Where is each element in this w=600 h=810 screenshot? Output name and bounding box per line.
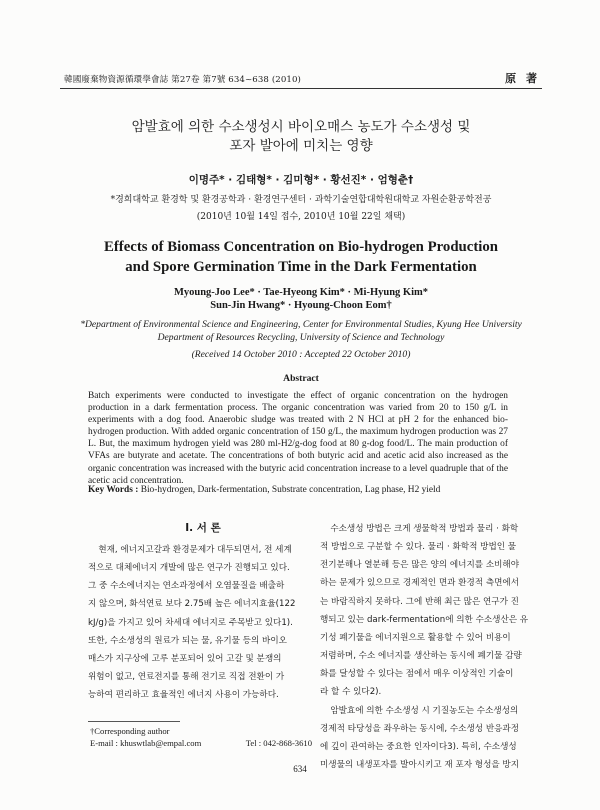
body-text-line: 위험이 없고, 연료전지를 통해 전기로 직접 전환이 가 (88, 672, 285, 683)
body-text-line: 능하여 편리하고 효율적인 에너지 사용이 가능하다. (88, 690, 279, 701)
body-text-line: 전기분해나 열분해 등은 많은 양의 에너지를 소비해야 (320, 560, 520, 571)
article-type-label: 原 著 (505, 72, 540, 85)
body-text-line: 경제적 타당성을 좌우하는 동시에, 수소생성 반응과정 (320, 723, 520, 734)
abstract-body: Batch experiments were conducted to investigate the effect of organic concentration on the hydrogen production in a dark fermentation process. The organic concentration was varied from 20 to 150 g/L in experiments with a dog food. Anaerobic sludge was treated with 2 N HCl at pH 2 for the enhanced bio-hydrogen production. With added organic concentration of 150 g/L, the maximum hydrogen production was 27 L. But, the maximum hydrogen yield was 280 ml-H2/g-dog food at 80 g-dog food/L. The main production of VFAs are butyrate and acetate. The concentrations of both butyric acid and acetic acid also increased as the organic concentration was increased with the butyric acid concentration increase to a level quadruple that of the acetic acid concentration. (88, 391, 508, 486)
english-affiliation-line: *Department of Environmental Science and Engineering, Center for Environmental Studies, Kyung Hee University (80, 319, 522, 330)
body-text-line: 행되고 있는 dark-fermentation에 의한 수소생산은 유 (320, 614, 529, 625)
body-column-right (320, 520, 550, 774)
body-text-line: 암발효에 의한 수소생성 시 기질농도는 수소생성의 (330, 705, 519, 716)
body-text-line: kJ/g)을 가지고 있어 차세대 에너지로 주목받고 있다1). (88, 617, 293, 628)
section-heading-introduction: I. 서 론 (185, 522, 221, 534)
english-affiliation-line: Department of Resources Recycling, University of Science and Technology (157, 332, 445, 343)
english-authors-line: Myoung-Joo Lee* · Tae-Hyeong Kim* · Mi-Hyung Kim* (173, 287, 429, 298)
korean-received-date: (2010년 10월 14일 접수, 2010년 10월 22일 채택) (196, 212, 406, 222)
body-column-left (88, 541, 318, 704)
footnote (90, 725, 318, 749)
body-text-line: 현재, 에너지고갈과 환경문제가 대두되면서, 전 세계 (98, 545, 292, 555)
body-text-line: 라 할 수 있다2). (320, 687, 382, 698)
body-text-line: 미생물의 내생포자를 발아시키고 재 포자 형성을 방지 (320, 760, 520, 771)
journal-citation: 韓國廢棄物資源循環學會誌 第27卷 第7號 634~638 (2010) (64, 75, 302, 85)
keywords (88, 485, 540, 495)
body-text-line: 그 중 수소에너지는 연소과정에서 오염물질을 배출하 (88, 581, 285, 592)
corresponding-phone: Tel : 042-868-3610 (245, 738, 312, 748)
korean-title-line: 암발효에 의한 수소생성시 바이오매스 농도가 수소생성 및 (131, 119, 471, 135)
footnote-rule (88, 721, 180, 722)
body-text-line: 매스가 지구상에 고루 분포되어 있어 고갈 및 분쟁의 (88, 653, 282, 664)
body-text-line: 수소생성 방법은 크게 생물학적 방법과 물리 · 화학 (330, 524, 519, 534)
body-text-line: 적으로 대체에너지 개발에 많은 연구가 진행되고 있다. (88, 563, 290, 574)
keywords-text: Bio-hydrogen, Dark-fermentation, Substrate concentration, Lag phase, H2 yield (140, 485, 441, 495)
corresponding-email: E-mail : khuswtlab@empal.com (90, 738, 202, 748)
english-title (60, 237, 542, 277)
english-title-line: Effects of Biomass Concentration on Bio-hydrogen Production (103, 239, 499, 255)
keywords-label: Key Words : (88, 485, 139, 495)
body-text-line: 적 방법으로 구분할 수 있다. 물리 · 화학적 방법인 물 (320, 542, 517, 553)
english-authors-line: Sun-Jin Hwang* · Hyoung-Choon Eom† (210, 300, 392, 311)
journal-header (60, 70, 542, 89)
english-affiliation (70, 318, 532, 344)
english-authors (60, 286, 542, 312)
korean-title-line: 포자 발아에 미치는 영향 (229, 138, 373, 154)
korean-authors: 이명주* · 김태형* · 김미형* · 황선진* · 엄형춘† (188, 174, 414, 186)
body-text-line: 에 깊이 관여하는 중요한 인자이다3). 특히, 수소생성 (320, 741, 517, 752)
corresponding-author-label: †Corresponding author (90, 726, 170, 736)
body-text-line: 저렴하며, 수소 에너지를 생산하는 동시에 폐기물 감량 (320, 651, 522, 662)
abstract-heading: Abstract (283, 373, 319, 384)
english-title-line: and Spore Germination Time in the Dark Fermentation (125, 259, 477, 275)
english-received-date: (Received 14 October 2010 : Accepted 22 October 2010) (191, 349, 411, 360)
body-text-line: 또한, 수소생성의 원료가 되는 물, 유기물 등의 바이오 (88, 635, 287, 646)
body-text-line: 는 바람직하지 못하다. 그에 반해 최근 많은 연구가 진 (320, 596, 519, 607)
body-text-line: 하는 문제가 있으므로 경제적인 면과 환경적 측면에서 (320, 578, 520, 589)
page-number: 634 (293, 764, 307, 774)
body-text-line: 화를 달성할 수 있다는 점에서 매우 이상적인 기술이 (320, 669, 514, 680)
body-text-line: 지 않으며, 화석연료 보다 2.75배 높은 에너지효율(122 (88, 599, 296, 610)
korean-title (60, 118, 542, 156)
body-text-line: 기성 폐기물을 에너지원으로 활용할 수 있어 비용이 (320, 632, 511, 643)
korean-affiliation: *경희대학교 환경학 및 환경공학과 · 환경연구센터 · 과학기술연합대학원대학교 자원순환공학전공 (110, 195, 492, 205)
